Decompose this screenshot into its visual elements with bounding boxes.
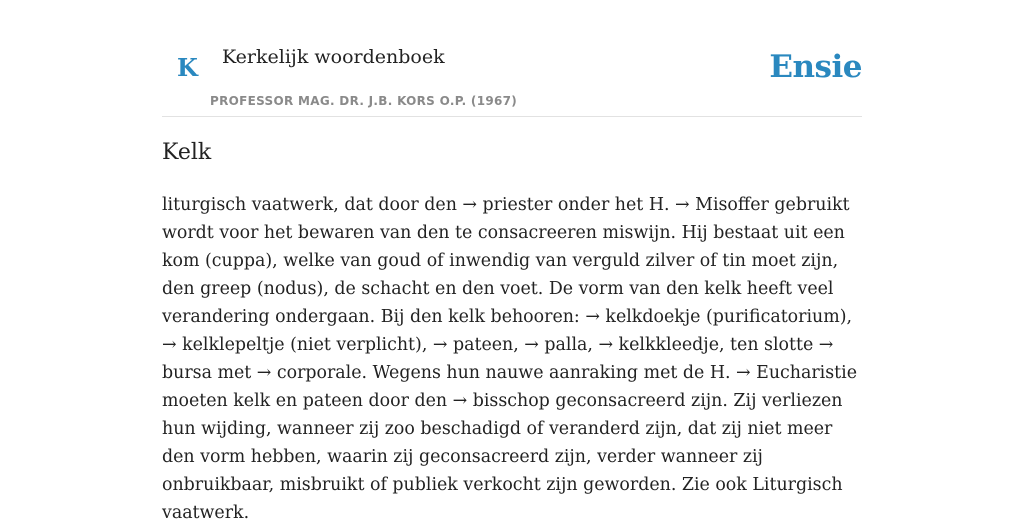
author-line: PROFESSOR MAG. DR. J.B. KORS O.P. (1967) — [210, 94, 518, 108]
page — [162, 0, 862, 523]
entry-title: Kelk — [162, 140, 212, 165]
book-title[interactable]: Kerkelijk woordenboek — [222, 46, 445, 68]
book-logo[interactable]: K — [177, 53, 198, 82]
header — [162, 0, 862, 117]
brand-logo[interactable]: Ensie — [769, 49, 862, 85]
entry-body: liturgisch vaatwerk, dat door den → priester onder het H. → Misoffer gebruikt wordt voor het bewaren van den te consacreeren miswijn. Hij bestaat uit een kom (cuppa), welke van goud of inwendig van verguld zilver of tin moet zijn, den greep (nodus), de schacht en den voet. De vorm van den kelk heeft veel verandering ondergaan. Bij den kelk behooren: → kelkdoekje (purificatorium), → kelklepeltje (niet verplicht), → pateen, → palla, → kelkkleedje, ten slotte → bursa met → corporale. Wegens hun nauwe aanraking met de H. → Eucharistie moeten kelk en pateen door den → bisschop geconsacreerd zijn. Zij verliezen hun wijding, wanneer zij zoo beschadigd of veranderd zijn, dat zij niet meer den vorm hebben, waarin zij geconsacreerd zijn, verder wanneer zij onbruikbaar, misbruikt of publiek verkocht zijn geworden. Zie ook Liturgisch vaatwerk. — [162, 195, 858, 523]
